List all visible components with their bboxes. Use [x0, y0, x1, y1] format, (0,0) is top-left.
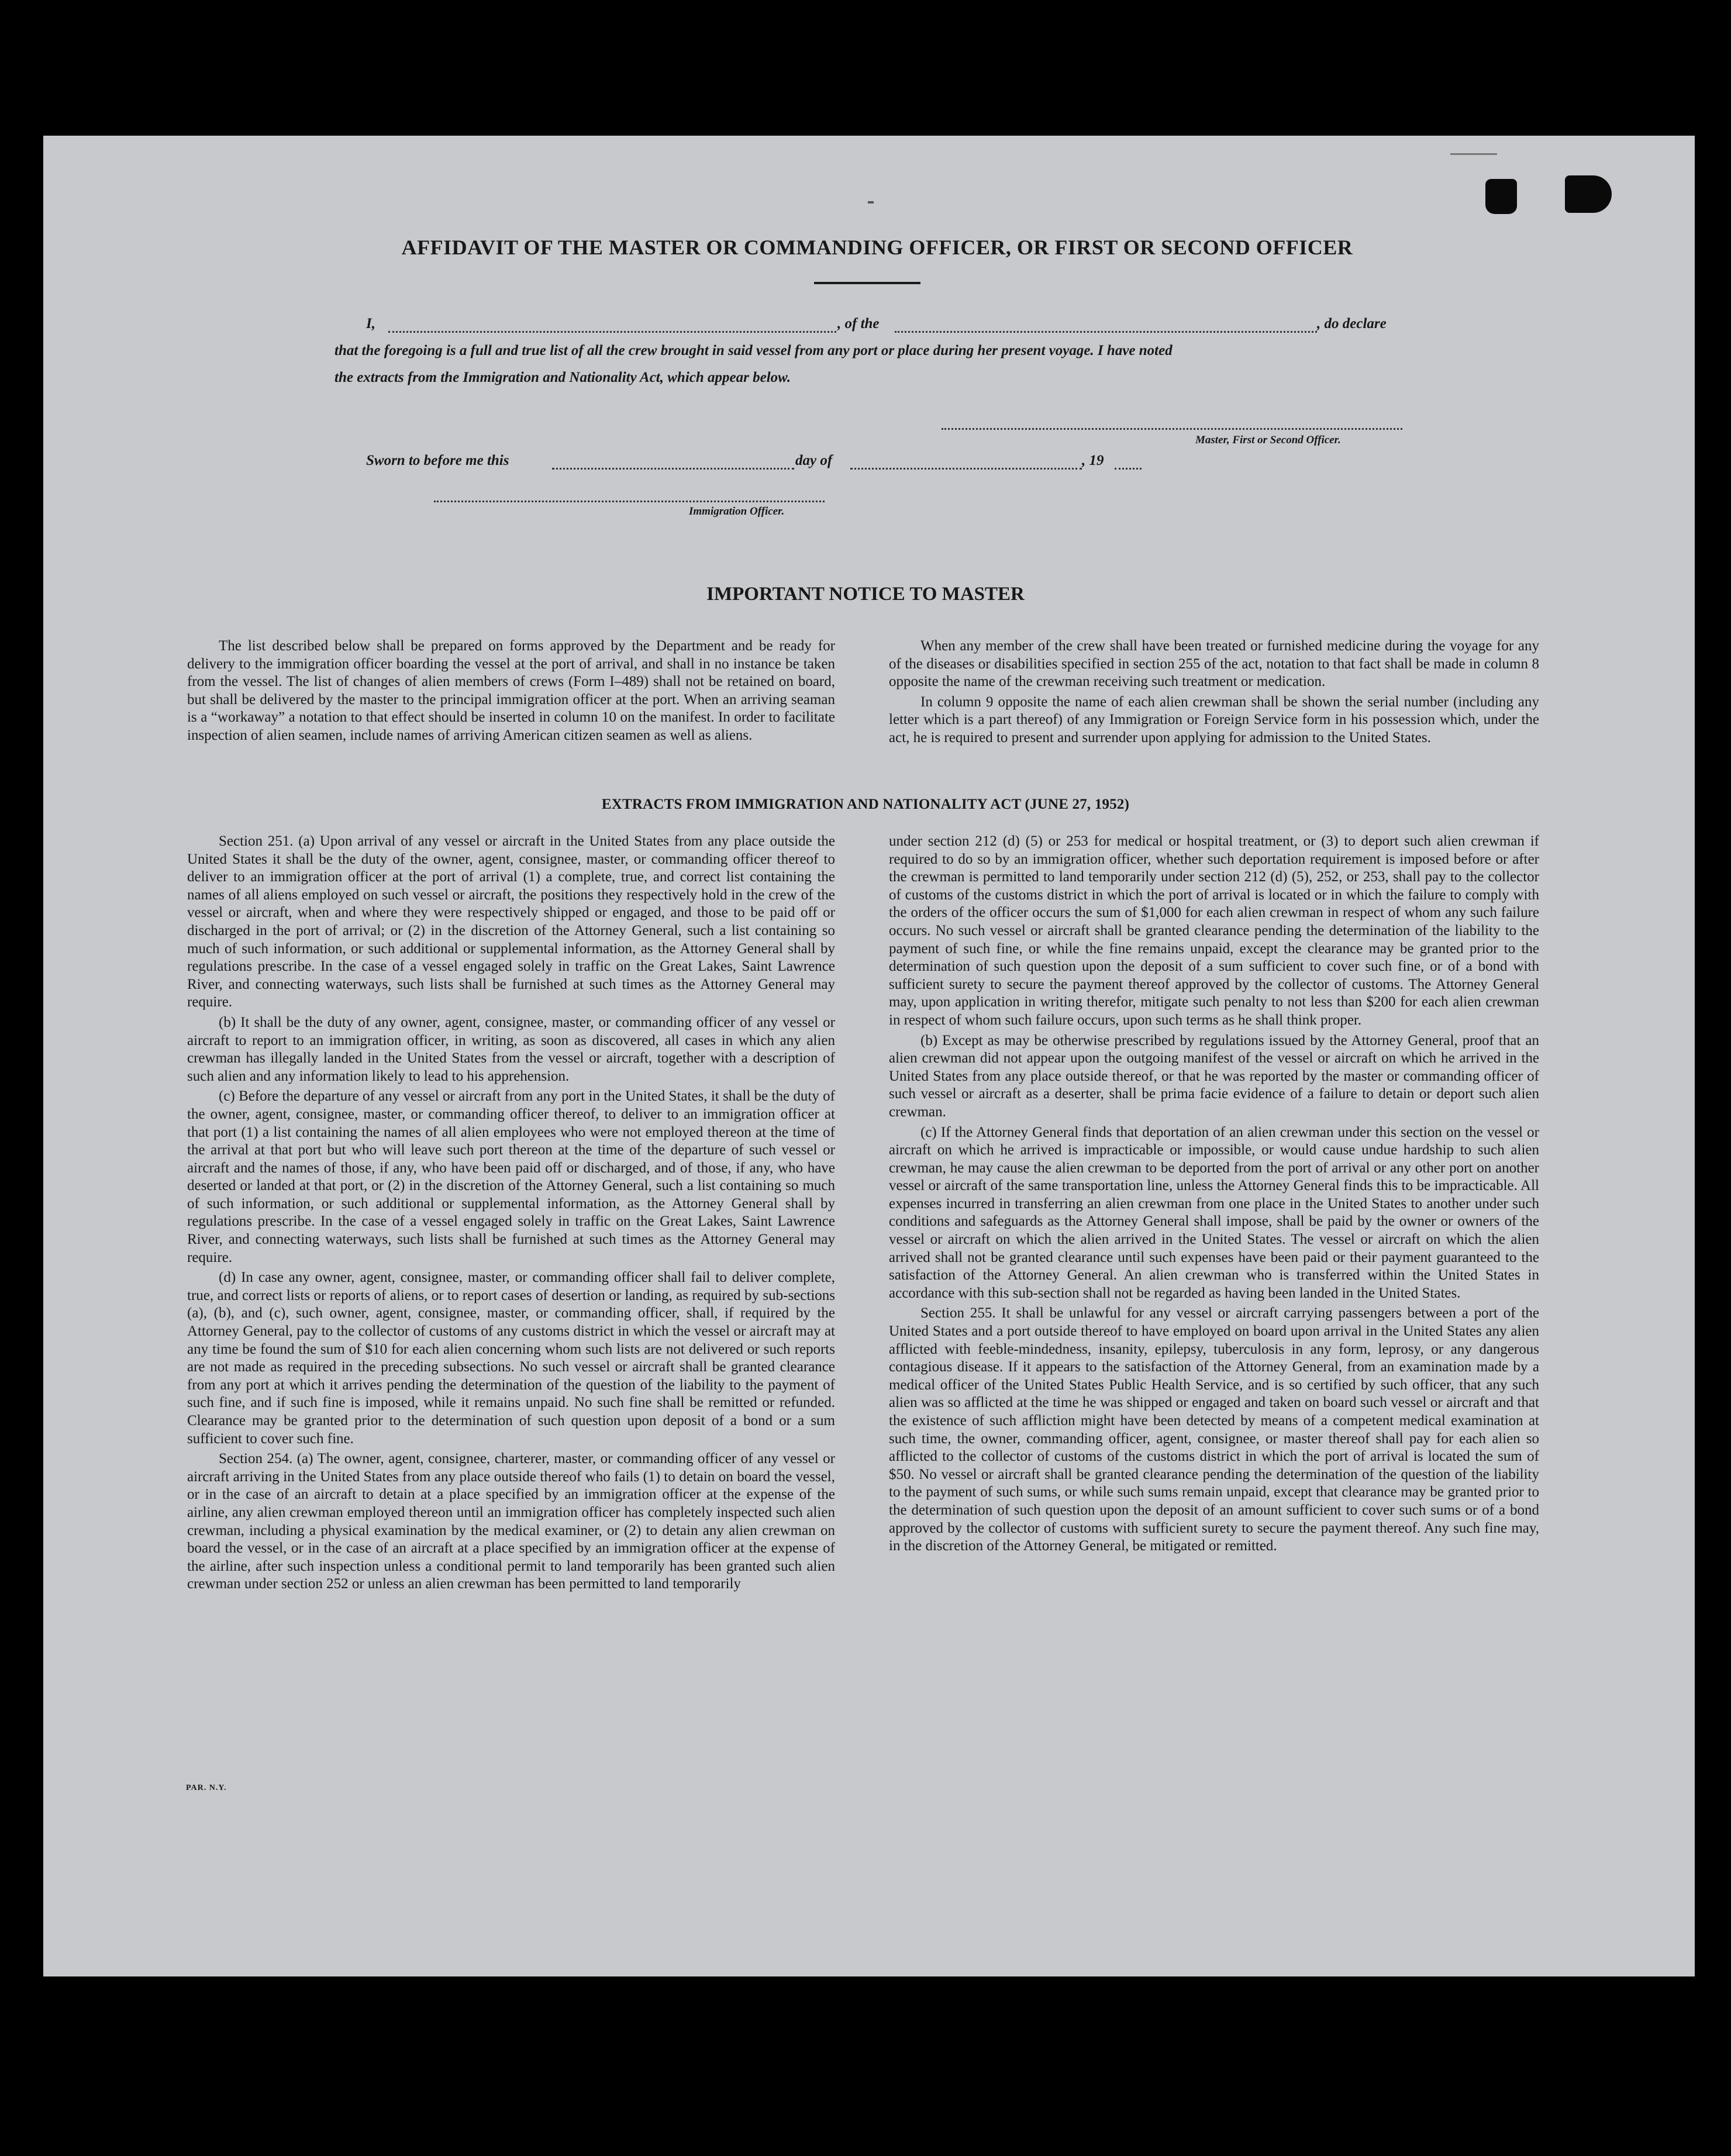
- notice-right-column: [889, 637, 1539, 750]
- notice-left-column: [187, 637, 835, 747]
- scan-mark: [1450, 153, 1497, 155]
- title-divider: [814, 282, 920, 284]
- section-251a: Section 251. (a) Upon arrival of any vessel or aircraft in the United States from any place outside the United States it shall be the duty of the owner, agent, consignee, master, or commanding officer thereof to deliver to an immigration officer at the port of arrival (1) a complete, true, and correct list containing the names of all aliens employed on such vessel or aircraft, the positions they respectively hold in the crew of the vessel or aircraft, when and where they were respectively shipped or engaged, and those to be paid off or discharged in the port of arrival; or (2) in the discretion of the Attorney General, such a list containing so much of such information, or such additional or supplemental information, as the Attorney General shall by regulations prescribe. In the case of a vessel engaged solely in traffic on the Great Lakes, Saint Lawrence River, and connecting waterways, such lists shall be furnished at such times as the Attorney General may require.: [187, 833, 835, 1010]
- officer-signature-label: Immigration Officer.: [689, 505, 785, 518]
- master-signature-field[interactable]: [942, 428, 1402, 430]
- sworn-month-field[interactable]: [850, 468, 1082, 470]
- notice-left-paragraph: The list described below shall be prepared on forms approved by the Department and be ready for delivery to the immigration officer boarding the vessel at the port of arrival, and shall in no instance be taken from the vessel. The list of changes of alien members of crews (Form I–489) shall not be retained on board, but shall be delivered by the master to the principal immigration officer at the port. When an arriving seaman is a “workaway” a notation to that effect should be inserted in column 10 on the manifest. In order to facilitate inspection of alien seamen, include names of arriving American citizen seamen as well as aliens.: [187, 638, 835, 743]
- extracts-left-column: [187, 833, 835, 1596]
- extracts-right-column: [889, 833, 1539, 1558]
- notice-title: IMPORTANT NOTICE TO MASTER: [706, 584, 1025, 605]
- declaration-line-2: the extracts from the Immigration and Nationality Act, which appear below.: [335, 370, 791, 385]
- officer-signature-field[interactable]: [434, 501, 825, 502]
- master-signature-label: Master, First or Second Officer.: [1195, 434, 1341, 446]
- sworn-label: Sworn to before me this: [366, 453, 509, 468]
- notice-right-paragraph-1: When any member of the crew shall have been treated or furnished medicine during the voyage for any of the diseases or disabilities specified in section 255 of the act, notation to that fact shall be made in column 8 opposite the name of the crewman receiving such treatment or medication.: [889, 638, 1539, 690]
- section-254b: (b) Except as may be otherwise prescribed by regulations issued by the Attorney General, proof that an alien crewman did not appear upon the outgoing manifest of the vessel or aircraft on which he arrived in the United States from any place outside thereof, or that he was reported by the master or commanding officer of such vessel or aircraft as a deserter, shall be prima facie evidence of a failure to detain or deport such alien crewman.: [889, 1032, 1539, 1120]
- of-the-label: , of the: [837, 316, 880, 332]
- section-251d: (d) In case any owner, agent, consignee, master, or commanding officer shall fail to deliver complete, true, and correct lists or reports of aliens, or to report cases of desertion or landing, as required by sub-sections (a), (b), and (c), such owner, agent, consignee, master, or commanding officer, shall, if required by the Attorney General, pay to the collector of customs of any customs district in which the vessel or aircraft may at any time be found the sum of $10 for each alien concerning whom such lists are not delivered or such reports are not made as required in the preceding subsections. No such vessel or aircraft shall be granted clearance from any port at which it arrives pending the determination of the question of the liability to the payment of such fine, and if such fine is imposed, while it remains unpaid. No such fine shall be remitted or refunded. Clearance may be granted prior to the determination of such question upon deposit of a bond or a sum sufficient to cover such fine.: [187, 1270, 835, 1447]
- extracts-title: EXTRACTS FROM IMMIGRATION AND NATIONALITY ACT (JUNE 27, 1952): [601, 796, 1130, 812]
- declarant-label: I,: [366, 316, 375, 332]
- section-251c: (c) Before the departure of any vessel or aircraft from any port in the United States, it shall be the duty of the owner, agent, consignee, master, or commanding officer thereof, to deliver to an immigration officer at that port (1) a list containing the names of all alien employees who were not employed thereon at the time of the arrival at that port but who will leave such port thereon at the time of the departure of such vessel or aircraft and the names of those, if any, who have been paid off or discharged, and of those, if any, who have deserted or landed at that port, or (2) in the discretion of the Attorney General, such a list containing so much of such information, or such additional or supplemental information, as the Attorney General shall by regulations prescribe. In the case of a vessel engaged solely in traffic on the Great Lakes, Saint Lawrence River, and connecting waterways, such lists shall be furnished at such times as the Attorney General may require.: [187, 1088, 835, 1265]
- sworn-year-field[interactable]: [1115, 468, 1142, 470]
- vessel-name-field[interactable]: [895, 331, 1317, 333]
- binder-hole-left: [1485, 179, 1517, 214]
- declarant-name-field[interactable]: [388, 331, 836, 333]
- sworn-day-field[interactable]: [552, 468, 794, 470]
- affidavit-title: AFFIDAVIT OF THE MASTER OR COMMANDING OFFICER, OR FIRST OR SECOND OFFICER: [401, 236, 1353, 259]
- scan-mark: [868, 201, 874, 203]
- notice-right-paragraph-2: In column 9 opposite the name of each alien crewman shall be shown the serial number (including any letter which is a part thereof) of any Immigration or Foreign Service form in his possession which, under the act, he is required to present and surrender upon applying for admission to the United States.: [889, 694, 1539, 746]
- section-251b: (b) It shall be the duty of any owner, agent, consignee, master, or commanding officer of any vessel or aircraft to report to an immigration officer, in writing, as soon as discovered, all cases in which any alien crewman has illegally landed in the United States from the vessel or aircraft, together with a description of such alien and any information likely to lead to his apprehension.: [187, 1014, 835, 1084]
- declaration-line-1: that the foregoing is a full and true list of all the crew brought in said vessel from any port or place during her present voyage. I have noted: [335, 343, 1173, 358]
- year-label: , 19: [1082, 453, 1104, 468]
- do-declare-label: , do declare: [1317, 316, 1387, 332]
- section-254a: Section 254. (a) The owner, agent, consignee, charterer, master, or commanding officer of any vessel or aircraft arriving in the United States from any place outside thereof who fails (1) to detain on board the vessel, or in the case of an aircraft to detain at a place specified by an immigration officer at the expense of the airline, any alien crewman employed thereon until an immigration officer has completely inspected such alien crewman, including a physical examination by the medical examiner, or (2) to detain any alien crewman on board the vessel, or in the case of an aircraft at a place specified by an immigration officer at the expense of the airline, after such inspection unless a conditional permit to land temporarily has been granted such alien crewman under section 252 or unless an alien crewman has been permitted to land temporarily: [187, 1451, 835, 1592]
- section-255: Section 255. It shall be unlawful for any vessel or aircraft carrying passengers between a port of the United States and a port outside thereof to have employed on board upon arrival in the United States any alien afflicted with feeble-mindedness, insanity, epilepsy, tuberculosis in any form, leprosy, or any dangerous contagious disease. If it appears to the satisfaction of the Attorney General, from an examination made by a medical officer of the United States Public Health Service, and is so certified by such officer, that any such alien was so afflicted at the time he was shipped or engaged and taken on board such vessel or aircraft and that the existence of such affliction might have been detected by means of a competent medical examination at such time, the owner, commanding officer, agent, consignee, or master thereof shall pay for each alien so afflicted to the collector of customs of the customs district in which the port of arrival is located the sum of $50. No vessel or aircraft shall be granted clearance pending the determination of the question of the liability to the payment of such sums, or while such sums remain unpaid, except that clearance may be granted prior to the determination of such question upon the deposit of an amount sufficient to cover such sums or of a bond approved by the collector of customs with sufficient surety to secure the payment thereof. Any such fine may, in the discretion of the Attorney General, be mitigated or remitted.: [889, 1305, 1539, 1554]
- day-of-label: day of: [795, 453, 833, 468]
- section-254a-continued: under section 212 (d) (5) or 253 for medical or hospital treatment, or (3) to deport such alien crewman if required to do so by an immigration officer, whether such deportation requirement is imposed before or after the crewman is permitted to land temporarily under section 212 (d) (5), 252, or 253, shall pay to the collector of customs of the customs district in which the port of arrival is located or in which the failure to comply with the orders of the officer occurs the sum of $1,000 for each alien crewman in respect of whom any such failure occurs. No such vessel or aircraft shall be granted clearance pending the determination of the liability to the payment of such fine, or while the fine remains unpaid, except the clearance may be granted prior to the determination of such question upon the deposit of a sum sufficient to cover such fine, or of a bond with sufficient surety to secure the payment thereof approved by the collector of customs. The Attorney General may, upon application in writing therefor, mitigate such penalty to not less than $200 for each alien crewman in respect of whom such failure occurs, upon such terms as he shall think proper.: [889, 833, 1539, 1028]
- printer-mark: PAR. N.Y.: [186, 1784, 227, 1792]
- section-254c: (c) If the Attorney General finds that deportation of an alien crewman under this section on the vessel or aircraft on which he arrived is impracticable or impossible, or would cause undue hardship to such alien crewman, he may cause the alien crewman to be deported from the port of arrival or any other port on another vessel or aircraft of the same transportation line, unless the Attorney General finds this to be impracticable. All expenses incurred in transferring an alien crewman from one place in the United States to another under such conditions and safeguards as the Attorney General shall impose, shall be paid by the owner or owners of the vessel or aircraft on which the alien arrived in the United States. The vessel or aircraft on which the alien arrived shall not be granted clearance until such expenses have been paid or their payment guaranteed to the satisfaction of the Attorney General. An alien crewman who is transferred within the United States in accordance with this sub-section shall not be regarded as having been landed in the United States.: [889, 1124, 1539, 1301]
- binder-hole-right: [1565, 175, 1612, 213]
